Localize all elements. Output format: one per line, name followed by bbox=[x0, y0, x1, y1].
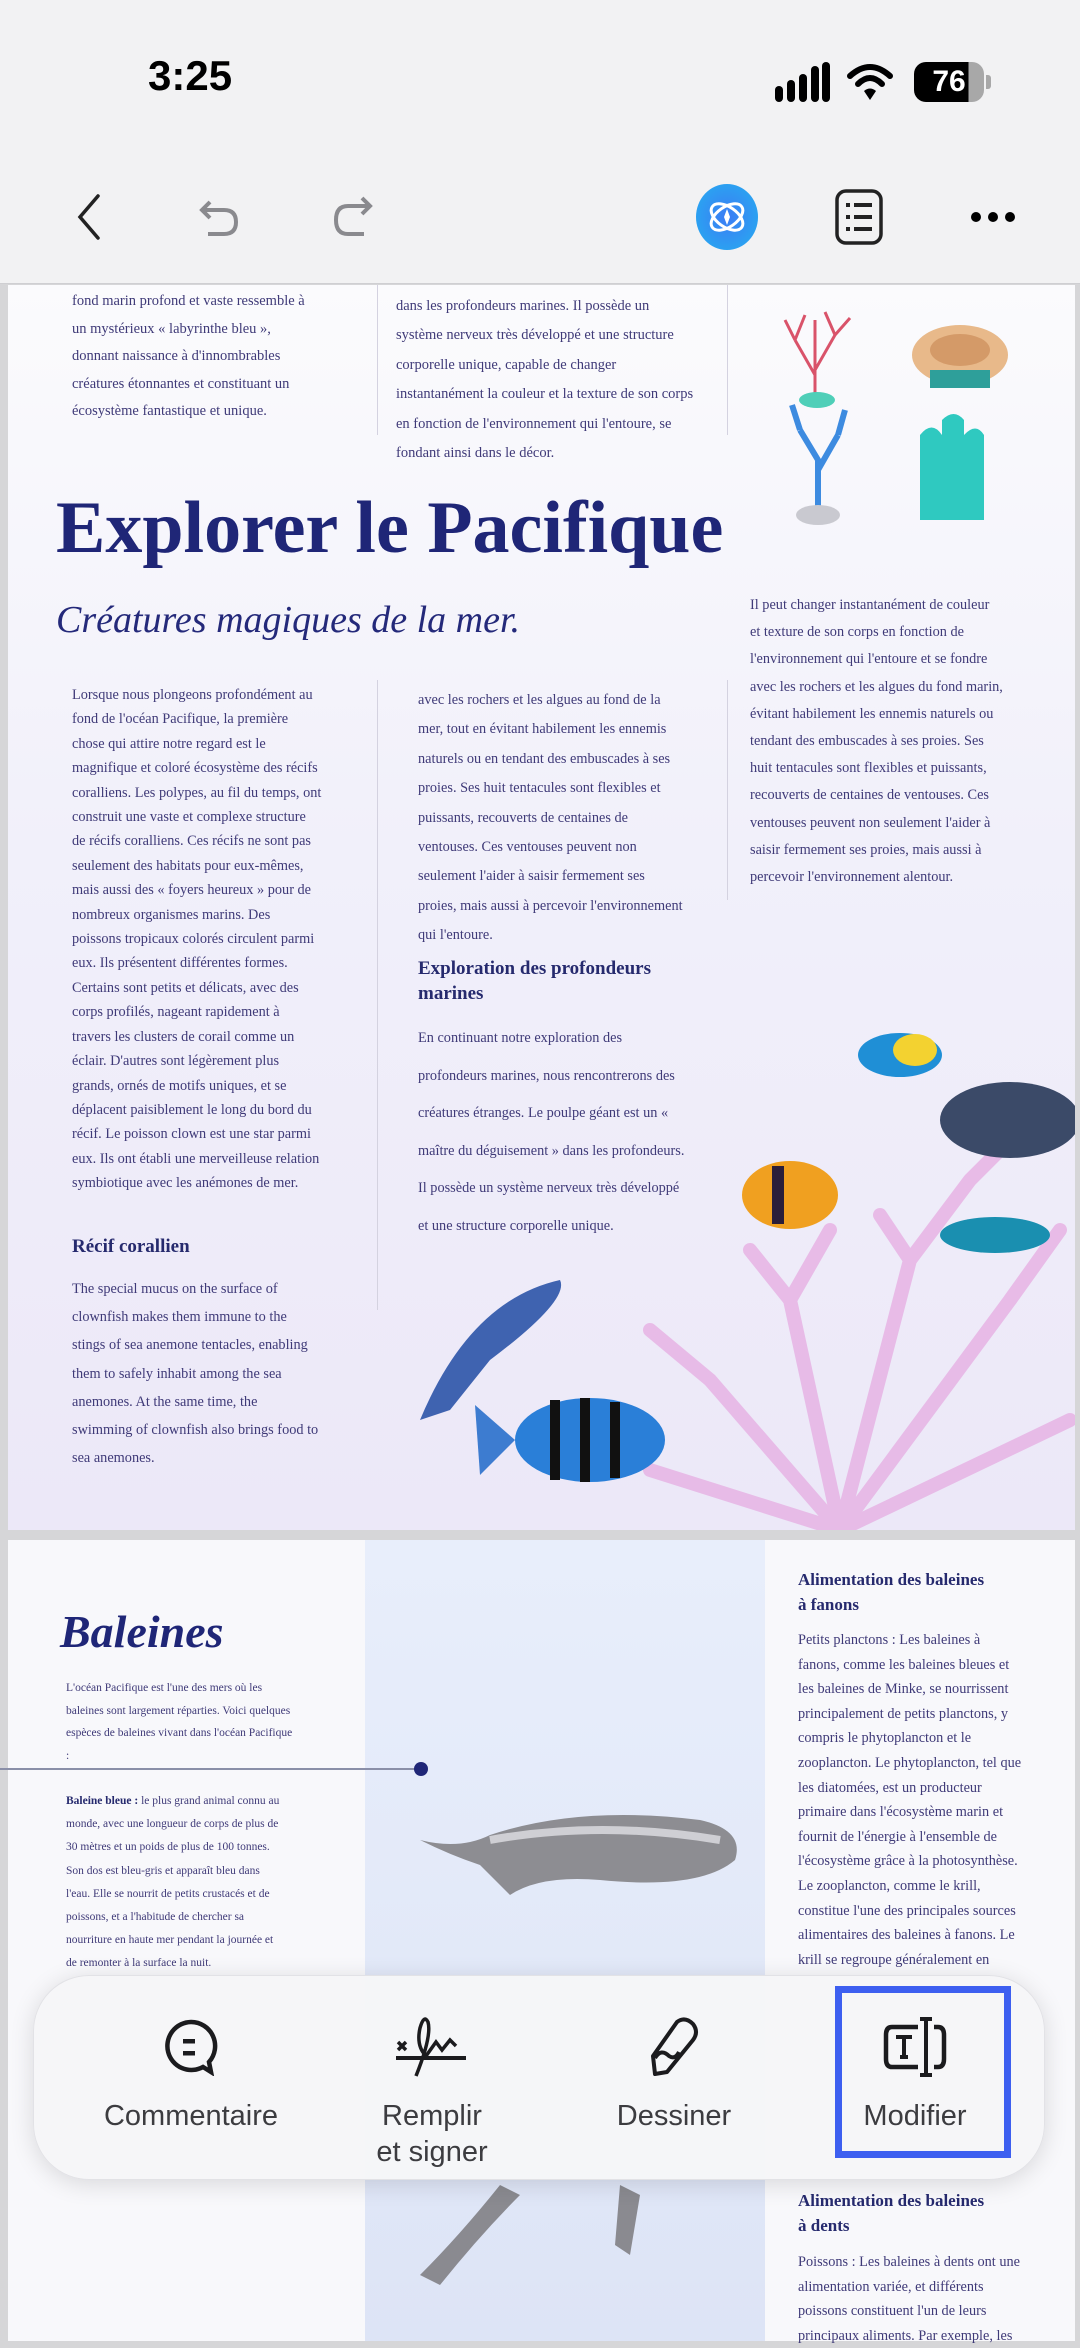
outline-button[interactable] bbox=[824, 182, 894, 252]
text-line: grands, ornés de motifs uniques, et se bbox=[72, 1077, 287, 1094]
heading-exploration bbox=[418, 956, 651, 1006]
text-line: Alimentation des baleines bbox=[798, 1570, 985, 1589]
text-line: donnant naissance à d'innombrables bbox=[72, 348, 281, 364]
sponge-coral-image bbox=[912, 325, 1008, 388]
comment-button[interactable] bbox=[81, 1976, 301, 2181]
text-line: Poissons : Les baleines à dents ont une bbox=[798, 2254, 1020, 2270]
paragraph-dents bbox=[798, 2250, 1020, 2348]
text-line: nombreux organismes marins. Des bbox=[72, 906, 271, 923]
more-icon bbox=[970, 211, 1016, 223]
status-bar bbox=[0, 0, 1080, 160]
text-line: baleines sont largement réparties. Voici quelques bbox=[66, 1704, 291, 1717]
paragraph-intro-end bbox=[72, 288, 305, 426]
text-line: eux. Ils ont établi une merveilleuse relation bbox=[72, 1150, 320, 1167]
text-line: travers les clusters de corail comme un bbox=[72, 1028, 295, 1045]
text-line: tendant des embuscades à ses proies. Ses bbox=[750, 733, 984, 750]
text-line: Certains sont petits et délicats, avec des bbox=[72, 979, 299, 996]
text-line: système nerveux très développé et une structure bbox=[396, 327, 674, 344]
redo-icon bbox=[330, 194, 376, 240]
text-line: primaire dans l'écosystème marin et bbox=[798, 1804, 1004, 1821]
edit-actions-bar bbox=[33, 1975, 1045, 2180]
text-line: stings of sea anemone tentacles, enabling bbox=[72, 1337, 308, 1354]
document-subtitle: Créatures magiques de la mer. bbox=[56, 599, 521, 641]
text-line: chose qui attire notre regard est le bbox=[72, 735, 266, 752]
text-line: coralliens. Les polypes, au fil du temps, ont bbox=[72, 784, 322, 801]
text-line: l'écosystème grâce à la photosynthèse. bbox=[798, 1853, 1018, 1870]
text-line: corps profilés, nageant rapidement à bbox=[72, 1004, 280, 1021]
text-line: et texture de son corps en fonction de bbox=[750, 624, 964, 641]
pink-coral-image bbox=[650, 1140, 1070, 1530]
text-line: déplacent paisiblement le long du bord du bbox=[72, 1101, 312, 1118]
fill-and-sign-label: Remplir et signer bbox=[376, 2100, 488, 2168]
text-line: qui l'entoure. bbox=[418, 927, 493, 944]
fish-image-parrot bbox=[940, 1217, 1050, 1253]
paragraph-octopus bbox=[418, 686, 683, 951]
text-line: espèces de baleines vivant dans l'océan Pacifique bbox=[66, 1727, 293, 1740]
text-line: alimentation variée, et différents bbox=[798, 2278, 984, 2295]
fill-and-sign-button[interactable] bbox=[322, 1976, 542, 2181]
text-line: un mystérieux « labyrinthe bleu », bbox=[72, 320, 271, 337]
back-icon bbox=[74, 192, 104, 242]
text-line: The special mucus on the surface of bbox=[72, 1281, 278, 1297]
text-line: écosystème fantastique et unique. bbox=[72, 403, 267, 419]
ai-assistant-icon bbox=[695, 183, 759, 251]
text-line: monde, avec une longueur de corps de plus de bbox=[66, 1818, 279, 1831]
text-line: : bbox=[66, 1749, 70, 1762]
text-line: clownfish makes them immune to the bbox=[72, 1309, 287, 1326]
text-line: avec les rochers et les algues du fond marin, bbox=[750, 678, 1003, 695]
text-line: fond de l'océan Pacifique, la première bbox=[72, 711, 289, 728]
text-line: magnifique et coloré écosystème des récifs bbox=[72, 760, 318, 777]
text-line: nourriture en haute mer pendant la journée et bbox=[66, 1934, 274, 1947]
fish-image-butterfly bbox=[742, 1161, 838, 1229]
column-divider bbox=[727, 680, 728, 900]
timeline-line bbox=[0, 1768, 420, 1770]
edit-text-label: Modifier bbox=[863, 2100, 967, 2132]
text-line: Il possède un système nerveux très développé bbox=[418, 1180, 680, 1197]
text-line: Lorsque nous plongeons profondément au bbox=[72, 687, 313, 703]
text-line: alimentaires des baleines à fanons. Le bbox=[798, 1927, 1015, 1944]
heading-recif-corallien: Récif corallien bbox=[72, 1236, 190, 1257]
text-line: Exploration des profondeurs bbox=[418, 958, 651, 979]
text-line: swimming of clownfish also brings food to bbox=[72, 1422, 319, 1439]
text-line: them to safely inhabit among the sea bbox=[72, 1365, 282, 1382]
battery-icon bbox=[914, 62, 984, 102]
text-line: Alimentation des baleines bbox=[798, 2191, 985, 2210]
fish-image-puffer bbox=[940, 1082, 1075, 1158]
text-line: recouverts de centaines de ventouses. Ces bbox=[750, 787, 989, 804]
undo-button[interactable] bbox=[184, 182, 254, 252]
text-line: récif. Le poisson clown est une star parmi bbox=[72, 1126, 312, 1143]
text-line: 30 mètres et un poids de plus de 100 tonnes. bbox=[66, 1841, 270, 1854]
text-line: les baleines de Minke, se nourrissent bbox=[798, 1681, 1009, 1698]
back-button[interactable] bbox=[54, 182, 124, 252]
text-line: principaux aliments. Par exemple, les bbox=[798, 2327, 1013, 2344]
text-line: L'océan Pacifique est l'une des mers où les bbox=[66, 1682, 263, 1694]
text-line: créatures étranges. Le poulpe géant est un « bbox=[418, 1105, 669, 1122]
paragraph-camouflage bbox=[750, 592, 1003, 891]
text-line: proies. Ses huit tentacules sont flexibles et bbox=[418, 780, 661, 797]
fish-image-blue bbox=[420, 1280, 561, 1420]
column-divider bbox=[377, 285, 378, 435]
paragraph-clownfish bbox=[72, 1275, 318, 1472]
text-line: de remonter à la surface la nuit. bbox=[66, 1957, 212, 1970]
text-line: instantanément la couleur et la texture de son corps bbox=[396, 386, 694, 403]
timeline-dot bbox=[414, 1762, 428, 1776]
comment-label: Commentaire bbox=[103, 2100, 279, 2132]
teal-coral-image bbox=[920, 414, 984, 520]
text-line: Le zooplancton, comme le krill, bbox=[798, 1877, 981, 1894]
text-line: puissants, recouverts de centaines de bbox=[418, 809, 629, 826]
text-line: mais aussi des « foyers heureux » pour de bbox=[72, 882, 312, 899]
paragraph-octopus-top bbox=[396, 292, 693, 468]
clock: 3:25 bbox=[148, 52, 233, 99]
outline-list-icon bbox=[835, 189, 883, 245]
text-line: et une structure corporelle unique. bbox=[418, 1217, 614, 1234]
text-line: profondeurs marines, nous rencontrerons des bbox=[418, 1067, 675, 1084]
text-line: marines bbox=[418, 983, 484, 1004]
wifi-icon bbox=[846, 62, 894, 102]
sea-life-illustration bbox=[410, 1000, 1075, 1530]
text-line: fond marin profond et vaste ressemble à bbox=[72, 293, 305, 309]
battery-tip bbox=[986, 75, 991, 89]
comment-icon bbox=[163, 2018, 219, 2076]
text-line: mer, tout en évitant habilement les ennemis bbox=[418, 721, 667, 738]
text-line: zooplancton. Le phytoplancton, tel que bbox=[798, 1754, 1022, 1771]
column-divider bbox=[727, 285, 728, 435]
draw-label: Dessiner bbox=[616, 2100, 732, 2132]
heading-fanons bbox=[798, 1567, 984, 1617]
text-line: symbiotique avec les anémones de mer. bbox=[72, 1175, 299, 1192]
text-line: ventouses. Ces ventouses peuvent non bbox=[418, 839, 637, 856]
text-line: seulement des habitats pour eux-mêmes, bbox=[72, 857, 304, 874]
text-line: Il peut changer instantanément de couleur bbox=[750, 597, 990, 613]
text-line: créatures étonnantes et constituant un bbox=[72, 375, 290, 392]
text-line: proies, mais aussi à percevoir l'environnement bbox=[418, 897, 683, 914]
whale-image bbox=[400, 1800, 760, 1910]
text-line: construit une vaste et complexe structure bbox=[72, 809, 306, 826]
heading-dents bbox=[798, 2188, 984, 2238]
text-line: dans les profondeurs marines. Il possède un bbox=[396, 298, 650, 314]
text-line: le plus grand animal connu au bbox=[138, 1795, 280, 1807]
blue-coral-image bbox=[792, 405, 845, 510]
ai-assistant-button[interactable] bbox=[692, 182, 762, 252]
text-line: principalement de petits planctons, y bbox=[798, 1705, 1009, 1722]
text-line: constitue l'une des principales sources bbox=[798, 1902, 1016, 1919]
coral-illustrations bbox=[770, 300, 1020, 540]
red-coral-image bbox=[785, 312, 850, 400]
paragraph-whales-intro bbox=[66, 1677, 292, 1767]
fish-image-striped bbox=[475, 1398, 665, 1482]
text-line: à dents bbox=[798, 2216, 850, 2235]
text-line: ventouses peuvent non seulement l'aider à bbox=[750, 814, 991, 831]
text-line: fondant ainsi dans le décor. bbox=[396, 445, 555, 462]
text-line: évitant habilement les ennemis naturels ou bbox=[750, 705, 994, 722]
text-line: à fanons bbox=[798, 1595, 859, 1614]
text-line: naturels ou en tendant des embuscades à ses bbox=[418, 750, 671, 767]
text-line: seulement l'aider à saisir fermement ses bbox=[418, 868, 645, 885]
text-line: fournit de l'énergie à l'ensemble de bbox=[798, 1828, 998, 1845]
undo-icon bbox=[196, 194, 242, 240]
text-line: en fonction de l'environnement qui l'entoure, se bbox=[396, 415, 672, 432]
text-line: En continuant notre exploration des bbox=[418, 1030, 623, 1046]
text-line: huit tentacules sont flexibles et puissants, bbox=[750, 760, 987, 777]
text-line: maître du déguisement » dans les profondeurs. bbox=[418, 1142, 685, 1159]
draw-button[interactable] bbox=[564, 1976, 784, 2181]
text-line: l'environnement qui l'entoure et se fondre bbox=[750, 651, 988, 668]
more-button[interactable] bbox=[958, 182, 1028, 252]
pen-icon bbox=[649, 2016, 699, 2078]
top-toolbar bbox=[0, 160, 1080, 284]
text-line: percevoir l'environnement alentour. bbox=[750, 869, 954, 886]
text-line: l'eau. Elle se nourrit de petits crustacés et de bbox=[66, 1887, 270, 1900]
battery-level: 76 bbox=[932, 65, 966, 98]
paragraph-coral-reefs bbox=[72, 683, 321, 1196]
fish-image-yellow bbox=[858, 1033, 942, 1077]
paragraph-blue-whale bbox=[66, 1790, 366, 1976]
text-line: poissons tropicaux colorés circulent parmi bbox=[72, 931, 315, 948]
text-line: avec les rochers et les algues au fond de la bbox=[418, 692, 661, 708]
signal-icon bbox=[775, 62, 831, 104]
signature-icon bbox=[396, 2016, 468, 2078]
text-line: krill se regroupe généralement en bbox=[798, 1951, 990, 1968]
text-line: poissons constituent l'un de leurs bbox=[798, 2303, 987, 2320]
blue-whale-label: Baleine bleue : bbox=[66, 1795, 139, 1807]
text-line: compris le phytoplancton et le bbox=[798, 1730, 972, 1747]
text-line: anemones. At the same time, the bbox=[72, 1393, 258, 1410]
text-line: Son dos est bleu-gris et apparaît bleu dans bbox=[66, 1864, 260, 1877]
text-line: corporelle unique, capable de changer bbox=[396, 356, 617, 373]
whale-tail-image bbox=[400, 2175, 660, 2285]
text-line: eux. Ils présentent différentes formes. bbox=[72, 955, 288, 972]
text-line: les diatomées, est un producteur bbox=[798, 1779, 982, 1796]
text-line: poissons, et a l'habitude de chercher sa bbox=[66, 1911, 245, 1924]
redo-button[interactable] bbox=[318, 182, 388, 252]
column-divider bbox=[377, 680, 378, 1310]
text-line: saisir fermement ses proies, mais aussi à bbox=[750, 841, 982, 858]
text-line: Petits planctons : Les baleines à bbox=[798, 1632, 981, 1648]
baleines-title: Baleines bbox=[60, 1606, 224, 1657]
highlight-box bbox=[835, 1986, 1011, 2158]
text-line: fanons, comme les baleines bleues et bbox=[798, 1656, 1010, 1673]
text-line: de récifs coralliens. Ces récifs ne sont pas bbox=[72, 833, 311, 850]
document-title: Explorer le Pacifique bbox=[56, 487, 724, 569]
text-line: éclair. D'autres sont légèrement plus bbox=[72, 1053, 280, 1070]
blue-whale-lines bbox=[66, 1813, 366, 1975]
paragraph-fanons bbox=[798, 1628, 1021, 1972]
text-line: sea anemones. bbox=[72, 1450, 155, 1467]
